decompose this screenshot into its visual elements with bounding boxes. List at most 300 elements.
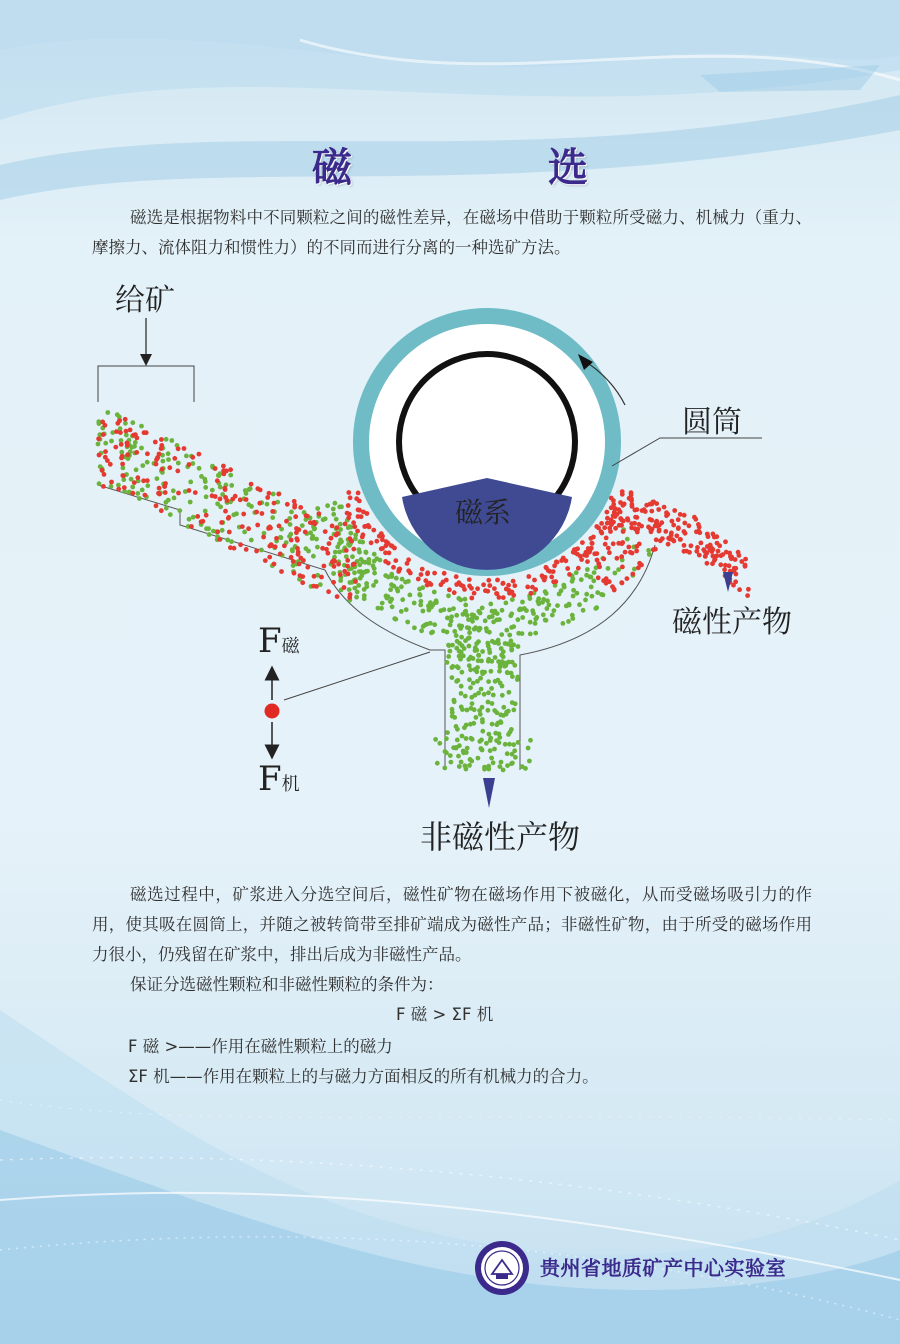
magnetic-particle xyxy=(204,513,209,518)
magnetic-particle xyxy=(223,509,228,514)
nonmagnetic-particle xyxy=(371,583,376,588)
nonmagnetic-particle xyxy=(315,545,320,550)
nonmagnetic-particle xyxy=(460,643,465,648)
nonmagnetic-particle xyxy=(487,630,492,635)
magnetic-particle xyxy=(590,541,595,546)
magnetic-particle xyxy=(722,567,727,572)
magnetic-particle xyxy=(454,574,459,579)
magnetic-particle xyxy=(511,579,516,584)
magnetic-particle xyxy=(240,524,245,529)
nonmagnetic-particle xyxy=(312,526,317,531)
magnetic-particle xyxy=(172,456,177,461)
magnetic-particle xyxy=(135,475,140,480)
nonmagnetic-particle xyxy=(462,725,467,730)
magnetic-particle xyxy=(386,561,391,566)
magnetic-particle xyxy=(145,451,150,456)
magnetic-particle xyxy=(695,545,700,550)
nonmagnetic-particle xyxy=(479,738,484,743)
magnetic-particle xyxy=(393,558,398,563)
nonmagnetic-particle xyxy=(459,684,464,689)
magnetic-particle xyxy=(425,571,430,576)
magnetic-particle xyxy=(682,543,687,548)
magnetic-particle xyxy=(327,541,332,546)
magnetic-particle xyxy=(599,521,604,526)
nonmagnetic-particle xyxy=(509,648,514,653)
magnetic-particle xyxy=(389,543,394,548)
magnetic-particle xyxy=(542,578,547,583)
nonmagnetic-particle xyxy=(432,590,437,595)
magnetic-particle xyxy=(232,546,237,551)
nonmagnetic-particle xyxy=(367,557,372,562)
magnetic-particle xyxy=(294,530,299,535)
nonmagnetic-particle xyxy=(511,742,516,747)
magnetic-particle xyxy=(727,563,732,568)
magnetic-particle xyxy=(334,533,339,538)
magnetic-particle xyxy=(128,428,133,433)
magnetic-particle xyxy=(683,531,688,536)
nonmagnetic-particle xyxy=(450,710,455,715)
magnetic-particle xyxy=(265,495,270,500)
magnetic-particle xyxy=(344,548,349,553)
magnetic-particle xyxy=(345,564,350,569)
nonmagnetic-particle xyxy=(589,585,594,590)
nonmagnetic-particle xyxy=(206,526,211,531)
nonmagnetic-particle xyxy=(338,538,343,543)
nonmagnetic-particle xyxy=(574,570,579,575)
magnetic-particle xyxy=(274,536,279,541)
process-description: 磁选过程中，矿浆进入分选空间后，磁性矿物在磁场作用下被磁化，从而受磁场吸引力的作用，使其吸在圆筒上，并随之被转筒带至排矿端成为磁性产品；非磁性矿物，由于所受的磁场作用力很小，仍残留在矿浆中，排出后成为非磁性产品。 xyxy=(92,885,812,964)
nonmagnetic-particle xyxy=(561,621,566,626)
nonmagnetic-particle xyxy=(372,552,377,557)
magnetic-particle xyxy=(737,587,742,592)
magnetic-particle xyxy=(684,549,689,554)
nonmagnetic-particle xyxy=(229,539,234,544)
magnetic-particle xyxy=(324,547,329,552)
nonmagnetic-particle xyxy=(467,763,472,768)
nonmagnetic-particle xyxy=(550,613,555,618)
nonmagnetic-particle xyxy=(204,494,209,499)
nonmagnetic-particle xyxy=(463,603,468,608)
nonmagnetic-particle xyxy=(520,615,525,620)
magnetic-particle xyxy=(634,549,639,554)
magnetic-particle xyxy=(594,524,599,529)
magnetic-particle xyxy=(634,544,639,549)
magnetic-particle xyxy=(289,555,294,560)
magnetic-particle xyxy=(311,584,316,589)
nonmagnetic-particle xyxy=(477,708,482,713)
magnetic-particle xyxy=(182,446,187,451)
definition-f-mech: ΣF 机——作用在颗粒上的与磁力方面相反的所有机械力的合力。 xyxy=(128,1067,599,1086)
nonmagnetic-particle xyxy=(364,581,369,586)
nonmagnetic-particle xyxy=(468,722,473,727)
magnetic-particle xyxy=(454,582,459,587)
nonmagnetic-particle xyxy=(508,613,513,618)
nonmagnetic-particle xyxy=(459,635,464,640)
nonmagnetic-particle xyxy=(516,617,521,622)
nonmagnetic-particle xyxy=(139,424,144,429)
magnetic-particle xyxy=(682,521,687,526)
nonmagnetic-particle xyxy=(606,566,611,571)
magnetic-particle xyxy=(163,490,168,495)
nonmagnetic-particle xyxy=(543,589,548,594)
nonmagnetic-particle xyxy=(455,727,460,732)
magnetic-particle xyxy=(584,552,589,557)
nonmagnetic-particle xyxy=(177,508,182,513)
nonmagnetic-particle xyxy=(584,573,589,578)
magnetic-particle xyxy=(277,524,282,529)
nonmagnetic-particle xyxy=(467,630,472,635)
magnetic-particle xyxy=(506,583,511,588)
nonmagnetic-particle xyxy=(357,562,362,567)
magnetic-particle xyxy=(636,565,641,570)
lab-emblem-icon xyxy=(474,1240,530,1296)
magnetic-particle xyxy=(295,546,300,551)
nonmagnetic-particle xyxy=(454,646,459,651)
nonmagnetic-particle xyxy=(474,715,479,720)
magnetic-particle xyxy=(263,558,268,563)
magnetic-particle xyxy=(717,543,722,548)
nonmagnetic-particle xyxy=(399,609,404,614)
magnetic-particle xyxy=(296,552,301,557)
drum-leader-line xyxy=(612,438,762,466)
nonmagnetic-particle xyxy=(540,600,545,605)
nonmagnetic-particle xyxy=(451,606,456,611)
nonmagnetic-particle xyxy=(350,554,355,559)
nonmagnetic-particle xyxy=(479,659,484,664)
magnetic-particle xyxy=(330,524,335,529)
magnetic-particle xyxy=(495,578,500,583)
nonmagnetic-particle xyxy=(203,479,208,484)
magnetic-particle xyxy=(676,526,681,531)
nonmagnetic-particle xyxy=(356,583,361,588)
nonmagnetic-particle xyxy=(488,748,493,753)
magnetic-particle xyxy=(154,503,159,508)
nonmagnetic-particle xyxy=(445,630,450,635)
nonmagnetic-particle xyxy=(449,614,454,619)
nonmagnetic-particle xyxy=(164,500,169,505)
magnetic-particle xyxy=(163,481,168,486)
magnetic-particle xyxy=(317,511,322,516)
magnetic-particle xyxy=(510,590,515,595)
nonmagnetic-particle xyxy=(432,622,437,627)
magnetic-particle xyxy=(313,521,318,526)
magnetic-particle xyxy=(416,577,421,582)
magnetic-particle xyxy=(406,568,411,573)
nonmagnetic-particle xyxy=(486,690,491,695)
magnetic-particle xyxy=(718,562,723,567)
condition-intro: 保证分选磁性颗粒和非磁性颗粒的条件为： xyxy=(130,975,444,994)
nonmagnetic-particle xyxy=(476,653,481,658)
nonmagnetic-particle xyxy=(438,608,443,613)
magnetic-particle xyxy=(599,531,604,536)
magnetic-particle xyxy=(238,497,243,502)
nonmagnetic-particle xyxy=(435,761,440,766)
magnetic-particle xyxy=(649,509,654,514)
nonmagnetic-particle xyxy=(271,492,276,497)
nonmagnetic-particle xyxy=(109,484,114,489)
magnetic-particle xyxy=(153,440,158,445)
nonmagnetic-particle xyxy=(473,645,478,650)
nonmagnetic-particle xyxy=(483,618,488,623)
magnetic-particle xyxy=(122,485,127,490)
magnetic-particle xyxy=(357,508,362,513)
nonmagnetic-particle xyxy=(443,749,448,754)
nonmagnetic-particle xyxy=(459,691,464,696)
nonmagnetic-particle xyxy=(471,681,476,686)
nonmagnetic-particle xyxy=(571,588,576,593)
nonmagnetic-particle xyxy=(218,504,223,509)
magnetic-particle xyxy=(102,472,107,477)
magnetic-particle xyxy=(743,564,748,569)
magnetic-particle xyxy=(605,510,610,515)
magnetic-particle xyxy=(267,491,272,496)
magnetic-particle xyxy=(97,453,102,458)
nonmagnetic-particle xyxy=(130,485,135,490)
magnetic-particle xyxy=(294,526,299,531)
nonmagnetic-particle xyxy=(188,480,193,485)
nonmagnetic-particle xyxy=(583,598,588,603)
magnetic-particle xyxy=(650,502,655,507)
magnetic-particle xyxy=(272,501,277,506)
magnetic-particle xyxy=(632,521,637,526)
nonmagnetic-particle xyxy=(480,729,485,734)
nonmagnetic-particle xyxy=(188,500,193,505)
nonmagnetic-particle xyxy=(333,550,338,555)
magnetic-particle xyxy=(380,546,385,551)
nonmagnetic-particle xyxy=(135,491,140,496)
magnetic-particle xyxy=(345,558,350,563)
nonmagnetic-particle xyxy=(567,603,572,608)
magnetic-particle xyxy=(303,530,308,535)
nonmagnetic-particle xyxy=(448,649,453,654)
magnetic-particle xyxy=(294,536,299,541)
nonmagnetic-particle xyxy=(265,502,270,507)
magnetic-particle xyxy=(625,576,630,581)
magnetic-particle xyxy=(703,554,708,559)
nonmagnetic-particle xyxy=(468,685,473,690)
magnetic-particle xyxy=(355,529,360,534)
magnetic-particle xyxy=(114,429,119,434)
nonmagnetic-particle xyxy=(545,606,550,611)
nonmagnetic-particle xyxy=(466,617,471,622)
drum-label: 圆筒 xyxy=(682,405,742,440)
nonmagnetic-particle xyxy=(526,746,531,751)
nonmagnetic-particle xyxy=(161,459,166,464)
magnetic-particle xyxy=(689,543,694,548)
magnetic-particle xyxy=(292,571,297,576)
nonmagnetic-particle xyxy=(203,485,208,490)
nonmagnetic-particle xyxy=(191,515,196,520)
nonmagnetic-particle xyxy=(501,705,506,710)
magnetic-particle xyxy=(360,535,365,540)
nonmagnetic-particle xyxy=(405,620,410,625)
intro-paragraph: 磁选是根据物料中不同颗粒之间的磁性差异，在磁场中借助于颗粒所受磁力、机械力（重力、摩擦力、流体阻力和惯性力）的不同而进行分离的一种选矿方法。 xyxy=(92,208,812,257)
nonmagnetic-particle xyxy=(492,747,497,752)
magnetic-particle xyxy=(193,490,198,495)
magnetic-particle xyxy=(711,532,716,537)
magnetic-particle xyxy=(572,547,577,552)
nonmagnetic-particle xyxy=(423,623,428,628)
magnetic-particle xyxy=(351,562,356,567)
magnetic-particle xyxy=(160,467,165,472)
nonmagnetic-particle xyxy=(493,609,498,614)
magnetic-particle xyxy=(249,482,254,487)
magnetic-particle xyxy=(228,467,233,472)
nonmagnetic-particle xyxy=(392,616,397,621)
magnetic-particle xyxy=(330,560,335,565)
magnetic-particle xyxy=(298,573,303,578)
nonmagnetic-particle xyxy=(315,506,320,511)
magnetic-particle xyxy=(646,525,651,530)
nonmagnetic-particle xyxy=(164,437,169,442)
nonmagnetic-particle xyxy=(444,736,449,741)
nonmagnetic-particle xyxy=(496,641,501,646)
magnetic-particle xyxy=(223,495,228,500)
nonmagnetic-particle xyxy=(333,501,338,506)
magnetic-particle xyxy=(665,512,670,517)
nonmagnetic-particle xyxy=(647,552,652,557)
nonmagnetic-particle xyxy=(486,679,491,684)
magnetic-particle xyxy=(159,437,164,442)
nonmagnetic-particle xyxy=(372,566,377,571)
magnetic-particle xyxy=(565,566,570,571)
nonmagnetic-particle xyxy=(140,463,145,468)
nonmagnetic-particle xyxy=(498,681,503,686)
magnetic-particle xyxy=(619,541,624,546)
nonmagnetic-particle xyxy=(429,630,434,635)
magnetic-particle xyxy=(481,582,486,587)
magnetic-particle xyxy=(406,557,411,562)
magnetic-particle xyxy=(432,571,437,576)
magnetic-particle xyxy=(260,511,265,516)
nonmagnetic-particle xyxy=(474,616,479,621)
magnetic-particle xyxy=(668,537,673,542)
magnetic-particle xyxy=(217,537,222,542)
nonmagnetic-particle xyxy=(581,608,586,613)
nonmagnetic-particle xyxy=(348,580,353,585)
nonmagnetic-particle xyxy=(463,694,468,699)
magnetic-particle xyxy=(215,478,220,483)
nonmagnetic-particle xyxy=(376,606,381,611)
nonmagnetic-particle xyxy=(428,600,433,605)
nonmagnetic-particle xyxy=(445,730,450,735)
nonmagnetic-particle xyxy=(492,708,497,713)
nonmagnetic-particle xyxy=(506,709,511,714)
magnetic-product-label: 磁性产物 xyxy=(672,605,792,640)
magnetic-particle xyxy=(115,421,120,426)
nonmagnetic-particle xyxy=(304,546,309,551)
nonmagnetic-particle xyxy=(210,488,215,493)
nonmagnetic-particle xyxy=(500,608,505,613)
magnetic-particle xyxy=(103,449,108,454)
nonmagnetic-particle xyxy=(579,577,584,582)
magnetic-particle xyxy=(469,596,474,601)
magnetic-particle xyxy=(671,523,676,528)
separation-condition-formula: F 磁 > ΣF 机 xyxy=(396,1005,494,1024)
nonmagnetic-particle xyxy=(497,617,502,622)
nonmagnetic-particle xyxy=(199,474,204,479)
magnetic-particle xyxy=(397,567,402,572)
magnetic-particle xyxy=(579,557,584,562)
nonmagnetic-particle xyxy=(419,628,424,633)
magnetic-particle xyxy=(724,550,729,555)
magnetic-particle xyxy=(719,553,724,558)
feed-label: 给矿 xyxy=(115,283,175,318)
nonmagnetic-particle xyxy=(511,708,516,713)
magnetic-particle xyxy=(487,583,492,588)
magnetic-particle xyxy=(223,487,228,492)
nonmagnetic-particle xyxy=(463,597,468,602)
magnetic-particle xyxy=(279,569,284,574)
magnetic-particle xyxy=(656,507,661,512)
magnetic-particle xyxy=(105,458,110,463)
nonmagnetic-particle xyxy=(354,595,359,600)
magnetic-particle xyxy=(187,488,192,493)
nonmagnetic-particle xyxy=(247,487,252,492)
magnetic-particle xyxy=(706,534,711,539)
nonmagnetic-particle xyxy=(155,476,160,481)
magnetic-particle xyxy=(238,542,243,547)
magnetic-particle xyxy=(132,480,137,485)
magnetic-particle xyxy=(635,527,640,532)
magnetic-particle xyxy=(354,496,359,501)
magnetic-particle xyxy=(125,441,130,446)
page-title: 磁 选 xyxy=(312,145,666,191)
magnetic-particle xyxy=(227,530,232,535)
magnetic-particle xyxy=(119,442,124,447)
nonmagnetic-particle xyxy=(220,528,225,533)
nonmagnetic-particle xyxy=(246,502,251,507)
nonmagnetic-particle xyxy=(474,641,479,646)
nonmagnetic-particle xyxy=(231,512,236,517)
magnetic-particle xyxy=(336,562,341,567)
magnetic-particle xyxy=(420,567,425,572)
nonmagnetic-particle xyxy=(503,742,508,747)
magnetic-particle xyxy=(588,548,593,553)
nonmagnetic-particle xyxy=(478,676,483,681)
nonmagnetic-particle xyxy=(625,537,630,542)
magnetic-particle xyxy=(585,559,590,564)
nonmagnetic-particle xyxy=(346,525,351,530)
magnetic-particle xyxy=(644,503,649,508)
nonmagnetic-particle xyxy=(331,507,336,512)
magnetic-particle xyxy=(268,526,273,531)
magnetic-particle xyxy=(475,586,480,591)
nonmagnetic-particle xyxy=(518,607,523,612)
magnetic-particle xyxy=(157,452,162,457)
nonmagnetic-particle xyxy=(559,588,564,593)
magnetic-particle xyxy=(308,520,313,525)
magnetic-particle xyxy=(604,536,609,541)
magnetic-particle xyxy=(429,582,434,587)
magnetic-particle xyxy=(532,578,537,583)
nonmagnetic-particle xyxy=(445,660,450,665)
nonmagnetic-particle xyxy=(510,761,515,766)
nonmagnetic-particle xyxy=(465,708,470,713)
magnetic-particle xyxy=(678,512,683,517)
nonmagnetic-particle xyxy=(516,740,521,745)
nonmagnetic-particle xyxy=(166,451,171,456)
background-wave-top xyxy=(0,0,900,230)
nonmagnetic-particle xyxy=(504,628,509,633)
magnetic-particle xyxy=(175,469,180,474)
magnetic-particle xyxy=(495,591,500,596)
magnetic-particle xyxy=(120,454,125,459)
feed-hopper-bracket xyxy=(98,366,194,402)
magnetic-particle xyxy=(356,491,361,496)
magnetic-particle xyxy=(705,544,710,549)
magnetic-particle xyxy=(363,524,368,529)
